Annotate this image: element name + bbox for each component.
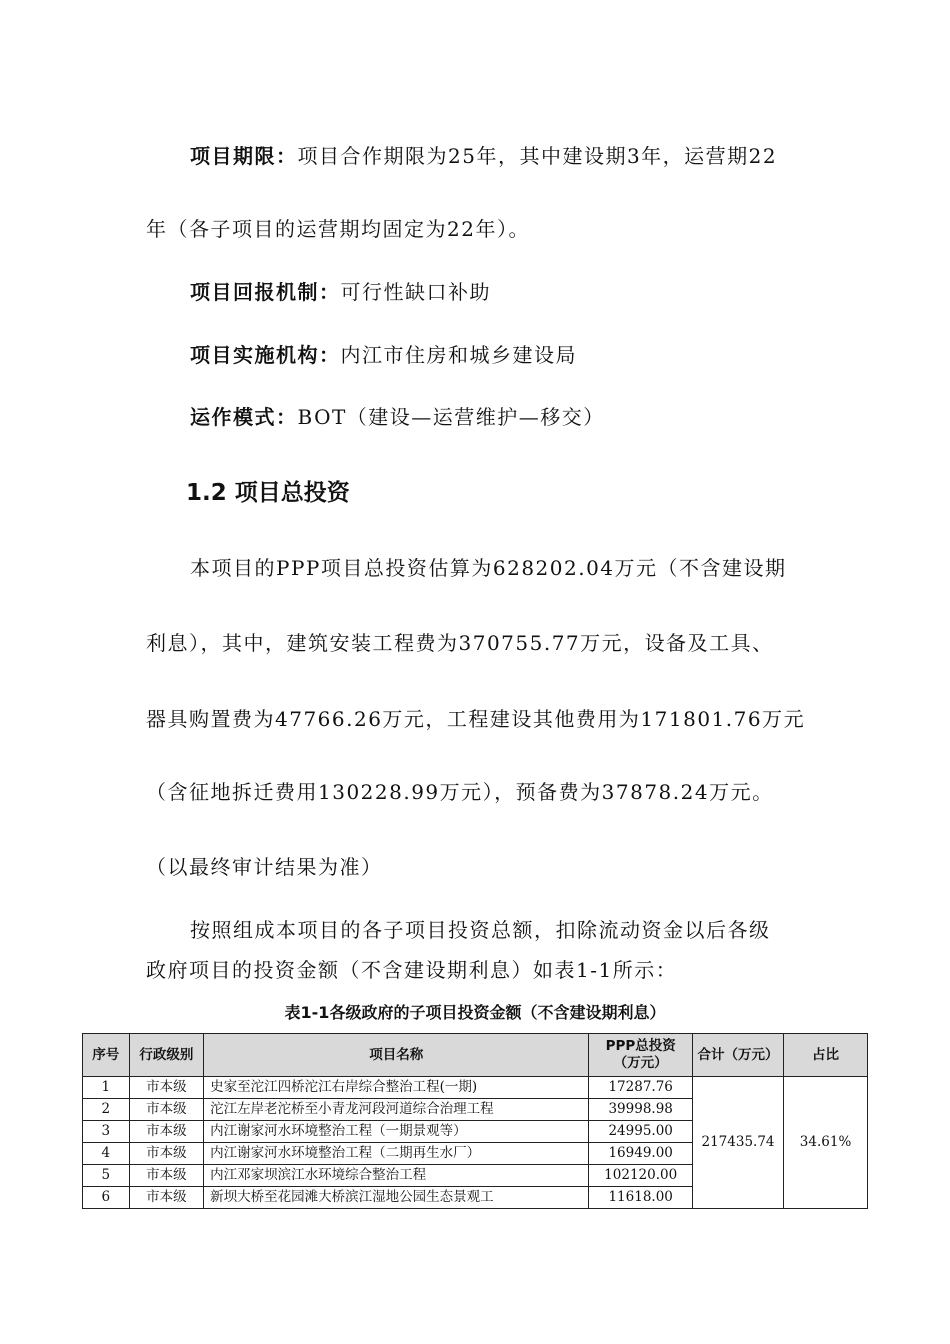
table-caption: 表1-1各级政府的子项目投资金额（不含建设期利息） (284, 1003, 666, 1022)
mode-label: 运作模式： (190, 405, 298, 429)
invest-line-4: （含征地拆迁费用130228.99万元），预备费为37878.24万元。 (146, 780, 774, 804)
header-ppp: PPP总投资（万元） (589, 1034, 693, 1077)
header-ratio: 占比 (784, 1034, 868, 1077)
cell-name: 内江谢家河水环境整治工程（一期景观等） (204, 1121, 589, 1143)
cell-seq: 2 (83, 1099, 130, 1121)
cell-level: 市本级 (129, 1143, 204, 1165)
term-continuation: 年（各子项目的运营期均固定为22年）。 (146, 217, 530, 241)
term-label: 项目期限： (190, 144, 298, 168)
cell-seq: 3 (83, 1121, 130, 1143)
cell-merged-total: 217435.74 (692, 1077, 783, 1209)
cell-ppp: 17287.76 (589, 1077, 693, 1099)
return-text: 可行性缺口补助 (340, 280, 491, 304)
header-level: 行政级别 (129, 1034, 204, 1077)
invest-line-2: 利息），其中，建筑安装工程费为370755.77万元，设备及工具、 (146, 631, 774, 655)
cell-ppp: 16949.00 (589, 1143, 693, 1165)
cell-level: 市本级 (129, 1077, 204, 1099)
table-header-row (83, 1034, 868, 1077)
list-line-1: 按照组成本项目的各子项目投资总额，扣除流动资金以后各级 (190, 918, 771, 942)
impl-label: 项目实施机构： (190, 343, 341, 367)
header-total: 合计（万元） (692, 1034, 783, 1077)
header-seq: 序号 (83, 1034, 130, 1077)
list-line-2: 政府项目的投资金额（不含建设期利息）如表1-1所示： (146, 958, 678, 982)
cell-level: 市本级 (129, 1165, 204, 1187)
impl-paragraph (190, 339, 577, 368)
term-paragraph (190, 140, 777, 169)
cell-ppp: 24995.00 (589, 1121, 693, 1143)
header-name: 项目名称 (204, 1034, 589, 1077)
invest-line-3: 器具购置费为47766.26万元，工程建设其他费用为171801.76万元 (146, 707, 806, 731)
cell-level: 市本级 (129, 1099, 204, 1121)
impl-text: 内江市住房和城乡建设局 (340, 343, 577, 367)
table-row (83, 1077, 868, 1099)
cell-name: 新坝大桥至花园滩大桥滨江湿地公园生态景观工 (204, 1187, 589, 1209)
return-label: 项目回报机制： (190, 280, 341, 304)
term-text: 项目合作期限为25年，其中建设期3年，运营期22 (297, 144, 778, 168)
cell-seq: 1 (83, 1077, 130, 1099)
cell-seq: 6 (83, 1187, 130, 1209)
invest-line-5: （以最终审计结果为准） (146, 855, 383, 879)
cell-seq: 5 (83, 1165, 130, 1187)
cell-ppp: 11618.00 (589, 1187, 693, 1209)
cell-merged-ratio: 34.61% (784, 1077, 868, 1209)
investment-table (82, 1033, 868, 1209)
cell-level: 市本级 (129, 1187, 204, 1209)
section-heading: 1.2 项目总投资 (186, 480, 350, 506)
cell-ppp: 102120.00 (589, 1165, 693, 1187)
cell-name: 内江邓家坝滨江水环境综合整治工程 (204, 1165, 589, 1187)
cell-seq: 4 (83, 1143, 130, 1165)
mode-paragraph (190, 401, 605, 430)
cell-name: 史家至沱江四桥沱江右岸综合整治工程(一期) (204, 1077, 589, 1099)
cell-ppp: 39998.98 (589, 1099, 693, 1121)
cell-name: 内江谢家河水环境整治工程（二期再生水厂） (204, 1143, 589, 1165)
cell-level: 市本级 (129, 1121, 204, 1143)
invest-line-1: 本项目的PPP项目总投资估算为628202.04万元（不含建设期 (190, 556, 787, 580)
cell-name: 沱江左岸老沱桥至小青龙河段河道综合治理工程 (204, 1099, 589, 1121)
return-paragraph (190, 276, 491, 305)
mode-text: BOT（建设—运营维护—移交） (297, 405, 605, 429)
